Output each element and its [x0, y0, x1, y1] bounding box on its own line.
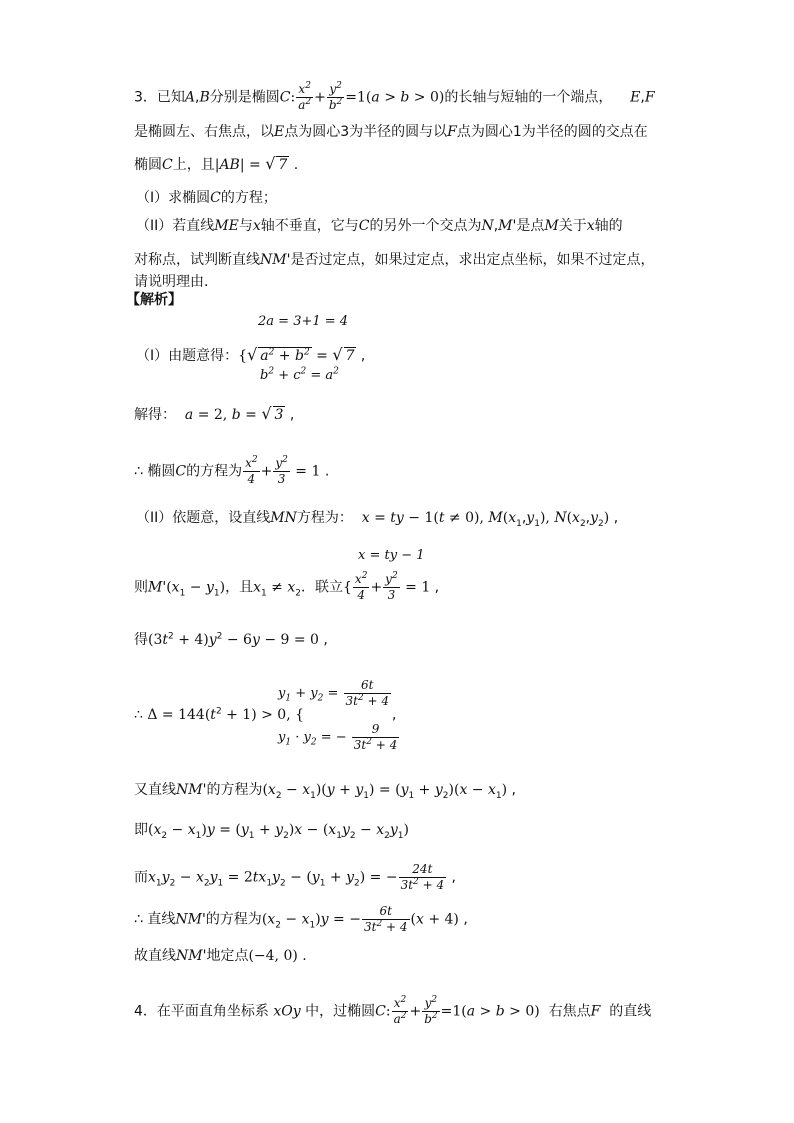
- solution-part-1: （I）由题意得：{√ $a^2 + b^2$ = √ 7 ,: [136, 345, 366, 364]
- q3-line-3: 椭圆C上，且|AB| = √ 7 .: [134, 154, 299, 173]
- vieta-comma: ,: [392, 707, 397, 723]
- system2-eq-1: x = ty − 1: [358, 548, 425, 563]
- cross-term-eq: 而$x_1y_2 - x_2y_1 = 2tx_1y_2 - (y_1 + y_2)$ = − $\frac{24t}{3t^2 + 4}$ ,: [134, 862, 457, 892]
- q3-line-1: 3．已知A,B分别是椭圆C: $\frac{x^2}{a^2}$ + $\frac{y^2}{b^2}$ =1(a > b > 0)的长轴与短轴的一个端点， E,F: [134, 81, 655, 112]
- solution-result: 解得： a = 2, b = √ 3 ,: [134, 404, 295, 423]
- system-eq-1: 2a = 3+1 = 4: [258, 314, 349, 329]
- final-line-eq: ∴ 直线NM'的方程为$(x_2 - x_1)y$ = − $\frac{6t}{3t^2 + 4}$ (x + 4) ,: [134, 904, 468, 934]
- quadratic-line: 得$(3t^2 + 4)y^2 - 6y - 9 = 0$ ,: [134, 631, 328, 648]
- fixed-point-conclusion: 故直线NM'地定点(−4, 0) .: [134, 948, 307, 964]
- q3-part-1: （I）求椭圆C的方程；: [136, 190, 277, 206]
- q4-number-text: 4．在平面直角坐标系: [134, 1003, 269, 1020]
- reflection-line: 则$M'(x_1 - y_1)$，且$x_1 \ne x_2$．联立{ $\frac{x^2}{4}$ + $\frac{y^2}{3}$ = 1 ,: [134, 571, 440, 602]
- expanded-eq: 即$(x_2 - x_1)y = (y_1 + y_2)x - (x_1y_2 - x_2y_1)$: [134, 822, 409, 841]
- q3-part-2-line-3: 请说明理由.: [134, 274, 209, 290]
- q3-line-2: 是椭圆左、右焦点，以E点为圆心3为半径的圆与以F点为圆心1为半径的圆的交点在: [134, 124, 648, 140]
- q3-part-2-line-2: 对称点，试判断直线NM'是否过定点，如果过定点，求出定点坐标，如果不过定点，: [134, 252, 655, 268]
- solution-part-2: （II）依题意，设直线MN方程为： x = ty − 1(t ≠ 0), $M(x_1,y_1)$, $N(x_2,y_2)$ ,: [136, 510, 619, 529]
- vieta-sum: $y_1 + y_2$ = $\frac{6t}{3t^2 + 4}$: [278, 678, 390, 708]
- vieta-product: $y_1 \cdot y_2$ = − $\frac{9}{3t^2 + 4}$: [278, 722, 398, 752]
- q3-number-text: 3．已知: [134, 89, 185, 106]
- analysis-heading: 【解析】: [126, 292, 182, 308]
- line-nm-eq: 又直线NM'的方程为$(x_2 - x_1)(y + y_1) = (y_1 + y_2)(x - x_1)$ ,: [134, 782, 517, 801]
- ellipse-equation: ∴ 椭圆C的方程为 $\frac{x^2}{4}$ + $\frac{y^2}{3}$ = 1 .: [134, 455, 330, 486]
- q4-line-1: 4．在平面直角坐标系 xOy 中，过椭圆C: $\frac{x^2}{a^2}$ + $\frac{y^2}{b^2}$ =1(a > b > 0) 右焦点F 的直线: [134, 995, 652, 1026]
- discriminant-line: ∴ $\Delta = 144(t^2 + 1) > 0$, {: [134, 706, 305, 723]
- q3-part-2: （II）若直线ME与x轴不垂直，它与C的另外一个交点为N,M'是点M关于x轴的: [136, 218, 623, 234]
- system-eq-3: $b^2 + c^2 = a^2$: [260, 366, 339, 383]
